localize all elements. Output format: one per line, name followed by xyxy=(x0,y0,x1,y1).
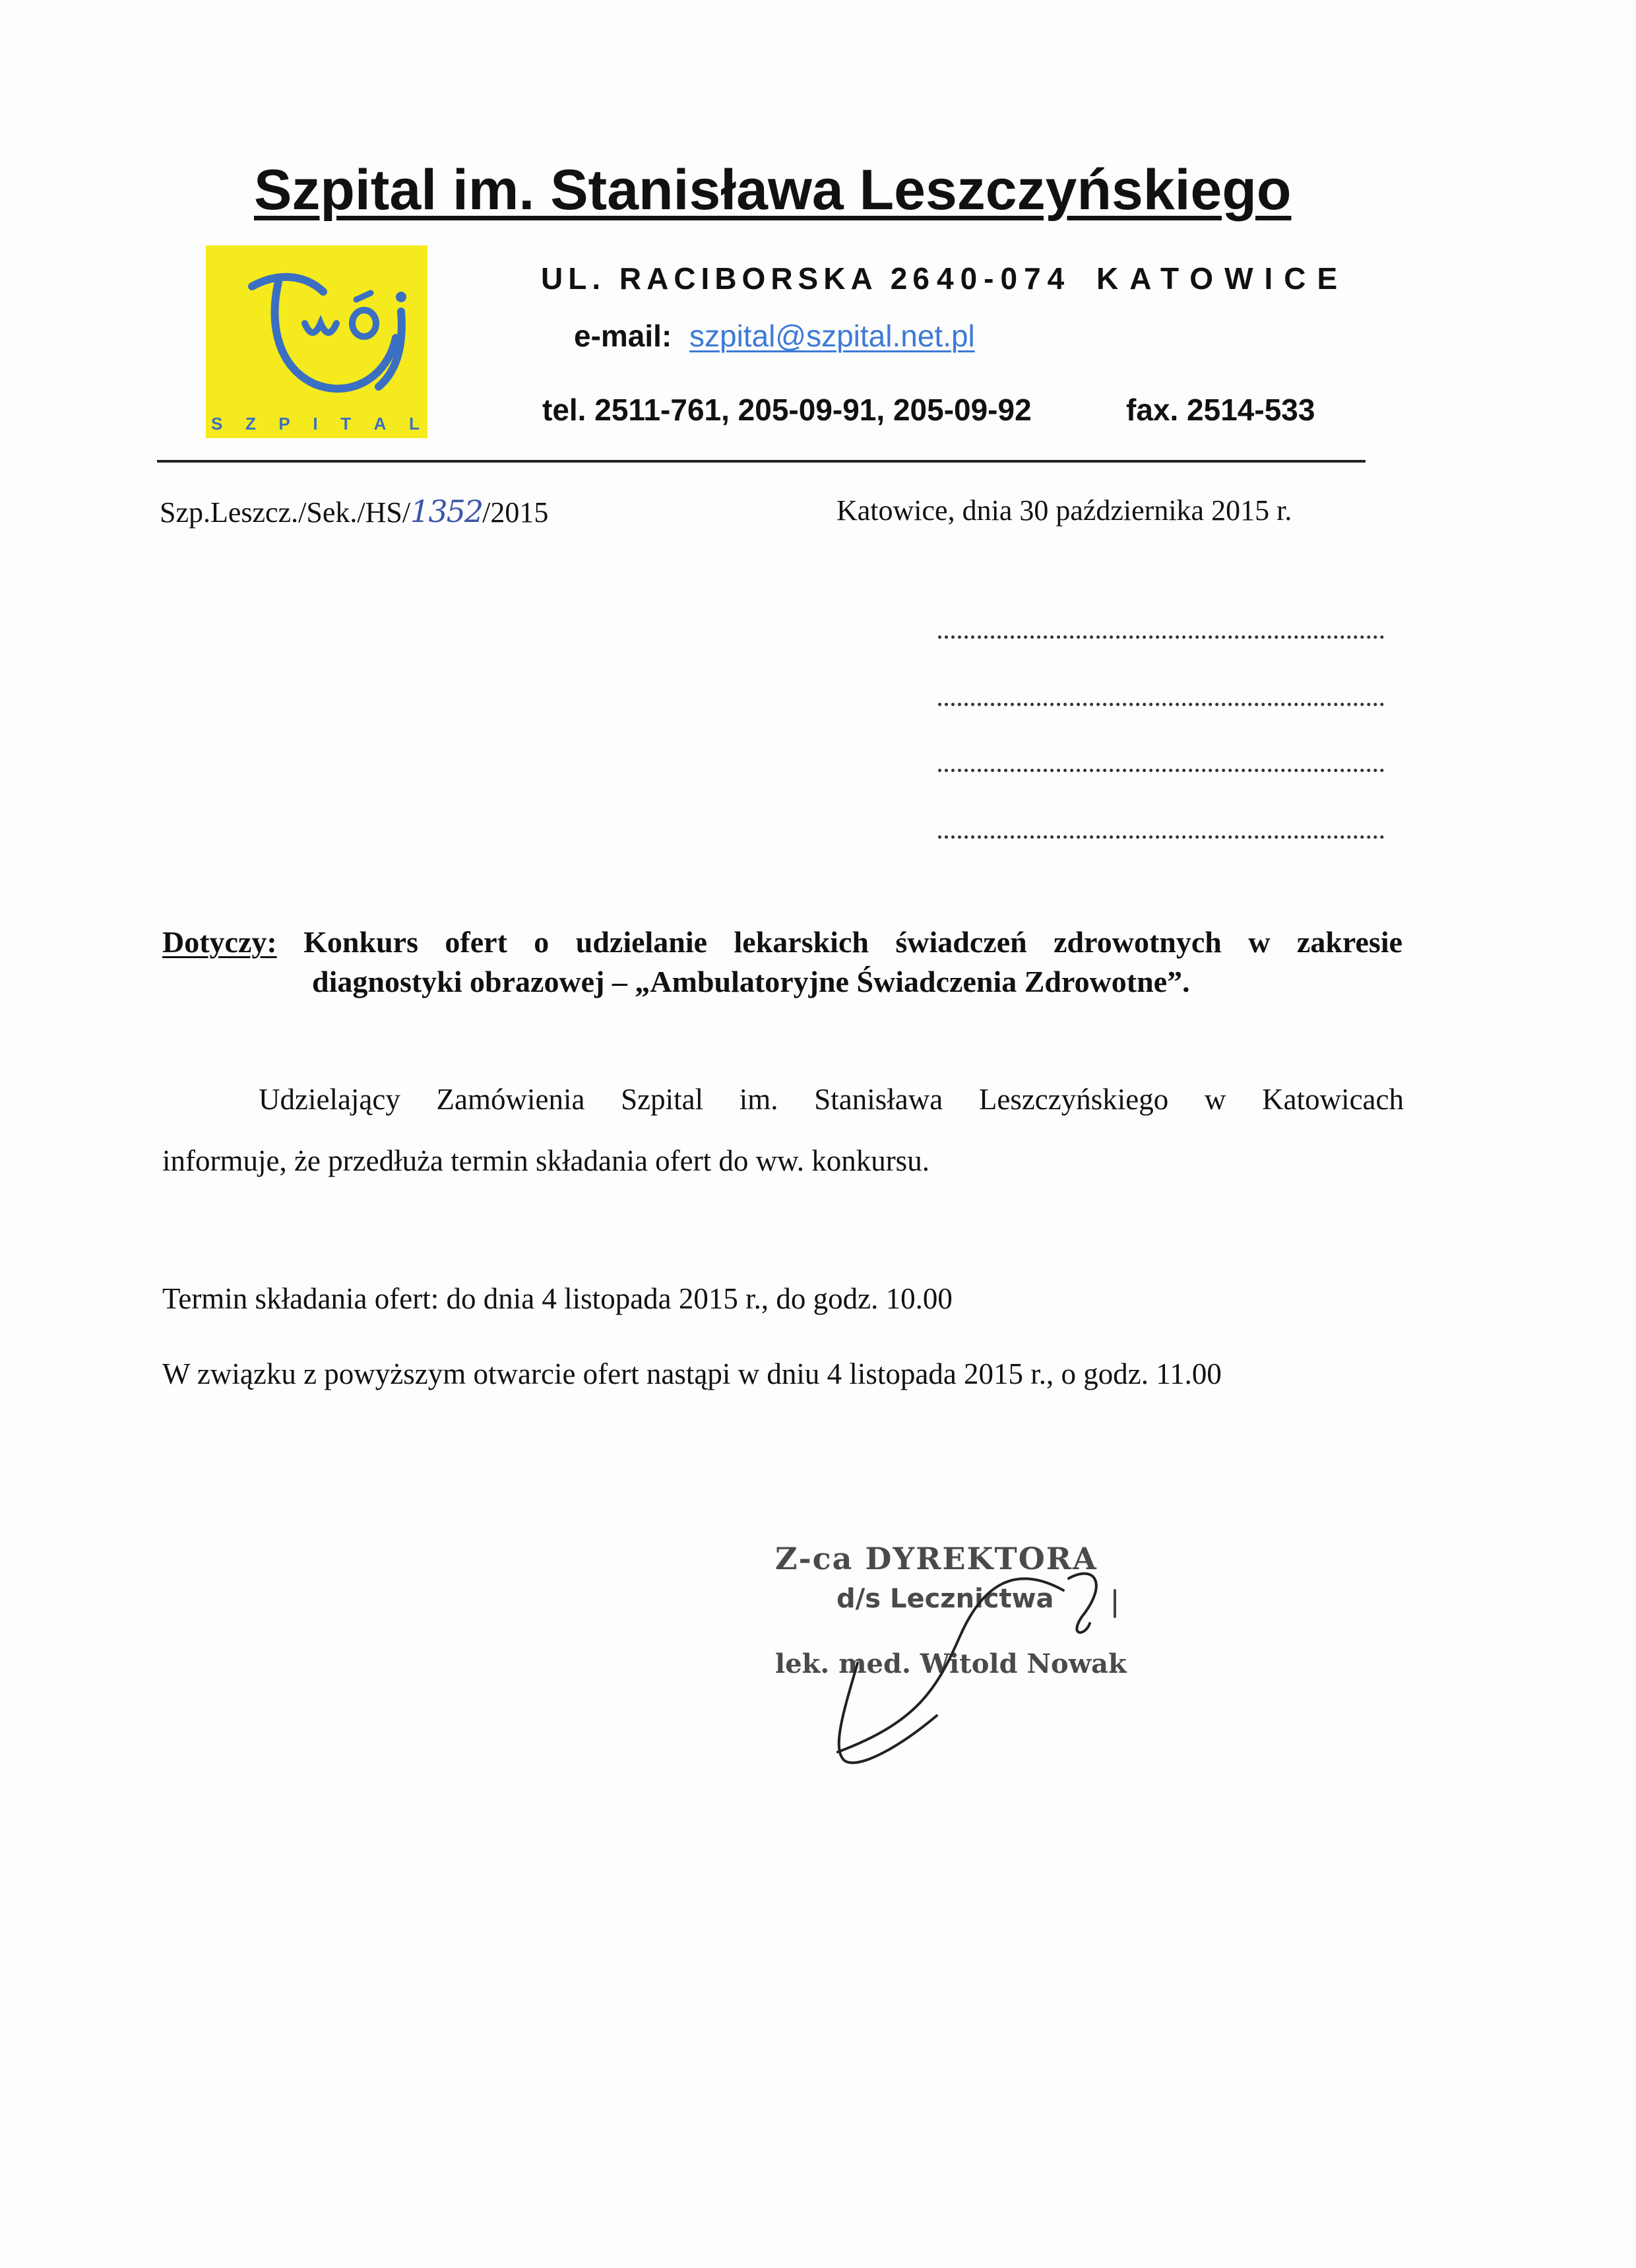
address-street: UL. RACIBORSKA 26 xyxy=(541,261,935,296)
hospital-name: Szpital im. Stanisława Leszczyńskiego xyxy=(254,158,1292,222)
logo-caption: S Z P I T A L xyxy=(211,414,420,434)
hospital-logo xyxy=(206,245,427,438)
subject-line-1: Konkurs ofert o udzielanie lekarskich świadczeń zdrowotnych w zakresie xyxy=(303,925,1403,959)
header-divider xyxy=(157,460,1366,463)
stamp-name: lek. med. Witold Nowak xyxy=(775,1648,1127,1679)
recipient-line xyxy=(938,635,1384,639)
address-city: KATOWICE xyxy=(1096,261,1349,296)
email-label: e-mail: xyxy=(574,319,672,353)
phone-numbers: tel. 2511-761, 205-09-91, 205-09-92 xyxy=(542,393,1032,427)
recipient-line xyxy=(938,703,1384,706)
stamp-department: d/s Lecznictwa xyxy=(836,1584,1054,1614)
subject-label: Dotyczy: xyxy=(162,925,277,959)
fax-number: fax. 2514-533 xyxy=(1126,393,1315,427)
recipient-line xyxy=(938,769,1384,772)
recipient-line xyxy=(938,835,1384,839)
signature-icon xyxy=(818,1538,1135,1775)
handwritten-ref-number: 1352 xyxy=(410,494,483,529)
subject-line-2: diagnostyki obrazowej – „Ambulatoryjne Świadczenia Zdrowotne”. xyxy=(312,965,1190,998)
email-link[interactable]: szpital@szpital.net.pl xyxy=(689,319,975,353)
body-paragraph-line-1: Udzielający Zamówienia Szpital im. Stanisława Leszczyńskiego w Katowicach xyxy=(259,1083,1404,1116)
body-paragraph-line-2: informuje, że przedłuża termin składania ofert do ww. konkursu. xyxy=(162,1144,929,1177)
logo-smile-icon xyxy=(206,245,427,417)
stamp-title: Z-ca DYREKTORA xyxy=(775,1541,1098,1576)
address-zip: 40-074 xyxy=(937,261,1071,296)
reference-number: Szp.Leszcz./Sek./HS/1352/2015 xyxy=(160,494,549,529)
submission-deadline: Termin składania ofert: do dnia 4 listopada 2015 r., do godz. 10.00 xyxy=(162,1282,953,1315)
date-line: Katowice, dnia 30 października 2015 r. xyxy=(836,494,1292,527)
opening-date: W związku z powyższym otwarcie ofert nastąpi w dniu 4 listopada 2015 r., o godz. 11.00 xyxy=(162,1357,1222,1390)
